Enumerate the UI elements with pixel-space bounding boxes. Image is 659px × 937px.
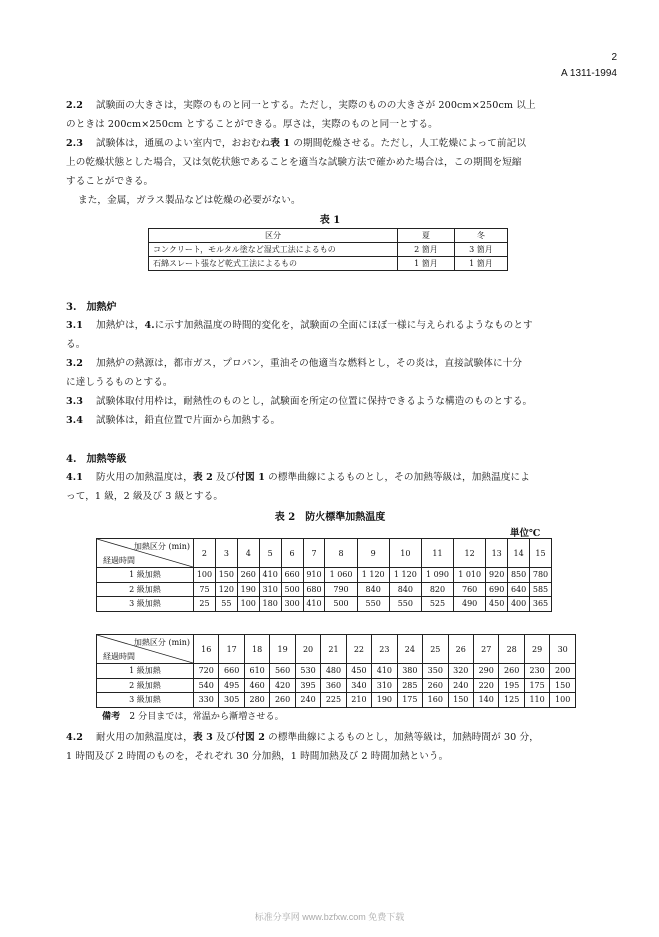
table-row: 1 級加熱 100 150 260 410 660 910 1 060 1 120 1 120 1 090 1 010 920 850 780 [97, 568, 552, 583]
watermark-footer: 标准分享网 www.bzfxw.com 免费下载 [254, 912, 405, 922]
section-3-2: 3.2 加熱炉の熱源は，都市ガス，プロパン，重油その他適当な燃料とし，その炎は，直接試験体に十分 に達しうるものとする。 [66, 358, 523, 388]
table1 [148, 228, 508, 271]
section-4-title: 4. 加熱等級 [66, 454, 127, 465]
table2-corner-cell: 加熱区分 (min) 経過時間 [97, 635, 194, 664]
table-row: 3 級加熱 25 55 100 180 300 410 500 550 550 525 490 450 400 365 [97, 597, 552, 612]
section-3-title: 3. 加熱炉 [66, 302, 117, 313]
table-row: 2 級加熱 75 120 190 310 500 680 790 840 840 820 760 690 640 585 [97, 582, 552, 597]
table-ref[interactable]: 表 1 [270, 138, 291, 149]
section-2-3: 2.3 試験体は，通風のよい室内で，おおむね表 1 の期間乾燥させる。ただし，人工乾燥によって前記以 上の乾燥状態とした場合，又は気乾状態であることを適当な試験方法で確かめた場合は，この期間を短縮 することができる。 また，金属，ガラス製品などは乾燥の必要がない。 [66, 138, 527, 206]
table-row: 1 級加熱 720 660 610 560 530 480 450 410 380 350 320 290 260 230 200 [97, 664, 576, 679]
table1-header: 区分 [149, 229, 398, 243]
section-3-4: 3.4 試験体は，鉛直位置で片面から加熱する。 [66, 415, 281, 426]
table-row: コンクリート，モルタル塗など湿式工法によるもの 2 箇月 3 箇月 [149, 243, 508, 257]
table2-caption: 表 2 防火標準加熱温度 [274, 512, 386, 523]
unit-label: 単位℃ [510, 528, 541, 539]
table2-part2: 加熱区分 (min) 経過時間 16 17 18 19 20 21 22 23 24 25 26 27 28 29 30 1 級加熱 720 660 610 560 530 480 450 410 380 350 320 290 260 230 200 2 級加熱 540 495 460 420 395 360 340 310 285 260 240 220 195 175 150 3 級加熱 330 305 280 260 240 225 210 190 175 160 150 140 125 110 100 [96, 634, 576, 708]
table1-header: 冬 [455, 229, 508, 243]
note-label: 備考 [102, 712, 121, 722]
table2-note: 備考 2 分目までは，常温から漸増させる。 [102, 712, 284, 722]
section-3-3: 3.3 試験体取付用枠は，耐熱性のものとし，試験面を所定の位置に保持できるような構造のものとする。 [66, 396, 533, 407]
section-4-2: 4.2 耐火用の加熱温度は，表 3 及び付図 2 の標準曲線によるものとし，加熱等級は，加熱時間が 30 分， 1 時間及び 2 時間のものを，それぞれ 30 分加熱，1 時間加熱及び 2 時間加熱という。 [66, 732, 539, 762]
standard-number: A 1311-1994 [561, 68, 617, 79]
table1-caption: 表 1 [319, 215, 341, 226]
table2-part1: 加熱区分 (min) 経過時間 2 3 4 5 6 7 8 9 10 11 12 13 14 15 1 級加熱 100 150 260 410 660 910 1 060 1 120 1 120 1 090 1 010 920 850 780 2 級加熱 75 120 190 310 500 680 790 840 840 820 760 690 640 585 3 級加熱 25 55 100 180 300 410 500 550 550 525 490 450 400 365 [96, 538, 552, 612]
section-4-1: 4.1 防火用の加熱温度は，表 2 及び付図 1 の標準曲線によるものとし，その加熱等級は，加熱温度によ って，1 級，2 級及び 3 級とする。 [66, 472, 530, 502]
table1-header: 夏 [398, 229, 455, 243]
table-row: 石綿スレート張など乾式工法によるもの 1 箇月 1 箇月 [149, 257, 508, 271]
section-2-2: 2.2 試験面の大きさは，実際のものと同一とする。ただし，実際のものの大きさが 200cm×250cm 以上 のときは 200cm×250cm とすることができる。厚さは，実際のものと同一とする。 [66, 100, 536, 130]
table-row: 3 級加熱 330 305 280 260 240 225 210 190 175 160 150 140 125 110 100 [97, 693, 576, 708]
section-3-1: 3.1 加熱炉は，4.に示す加熱温度の時間的変化を，試験面の全面にほぼ一様に与えられるようなものとす る。 [66, 320, 533, 350]
table2-corner-cell: 加熱区分 (min) 経過時間 [97, 539, 194, 568]
table-row: 2 級加熱 540 495 460 420 395 360 340 310 285 260 240 220 195 175 150 [97, 678, 576, 693]
page-number: 2 [611, 52, 617, 63]
